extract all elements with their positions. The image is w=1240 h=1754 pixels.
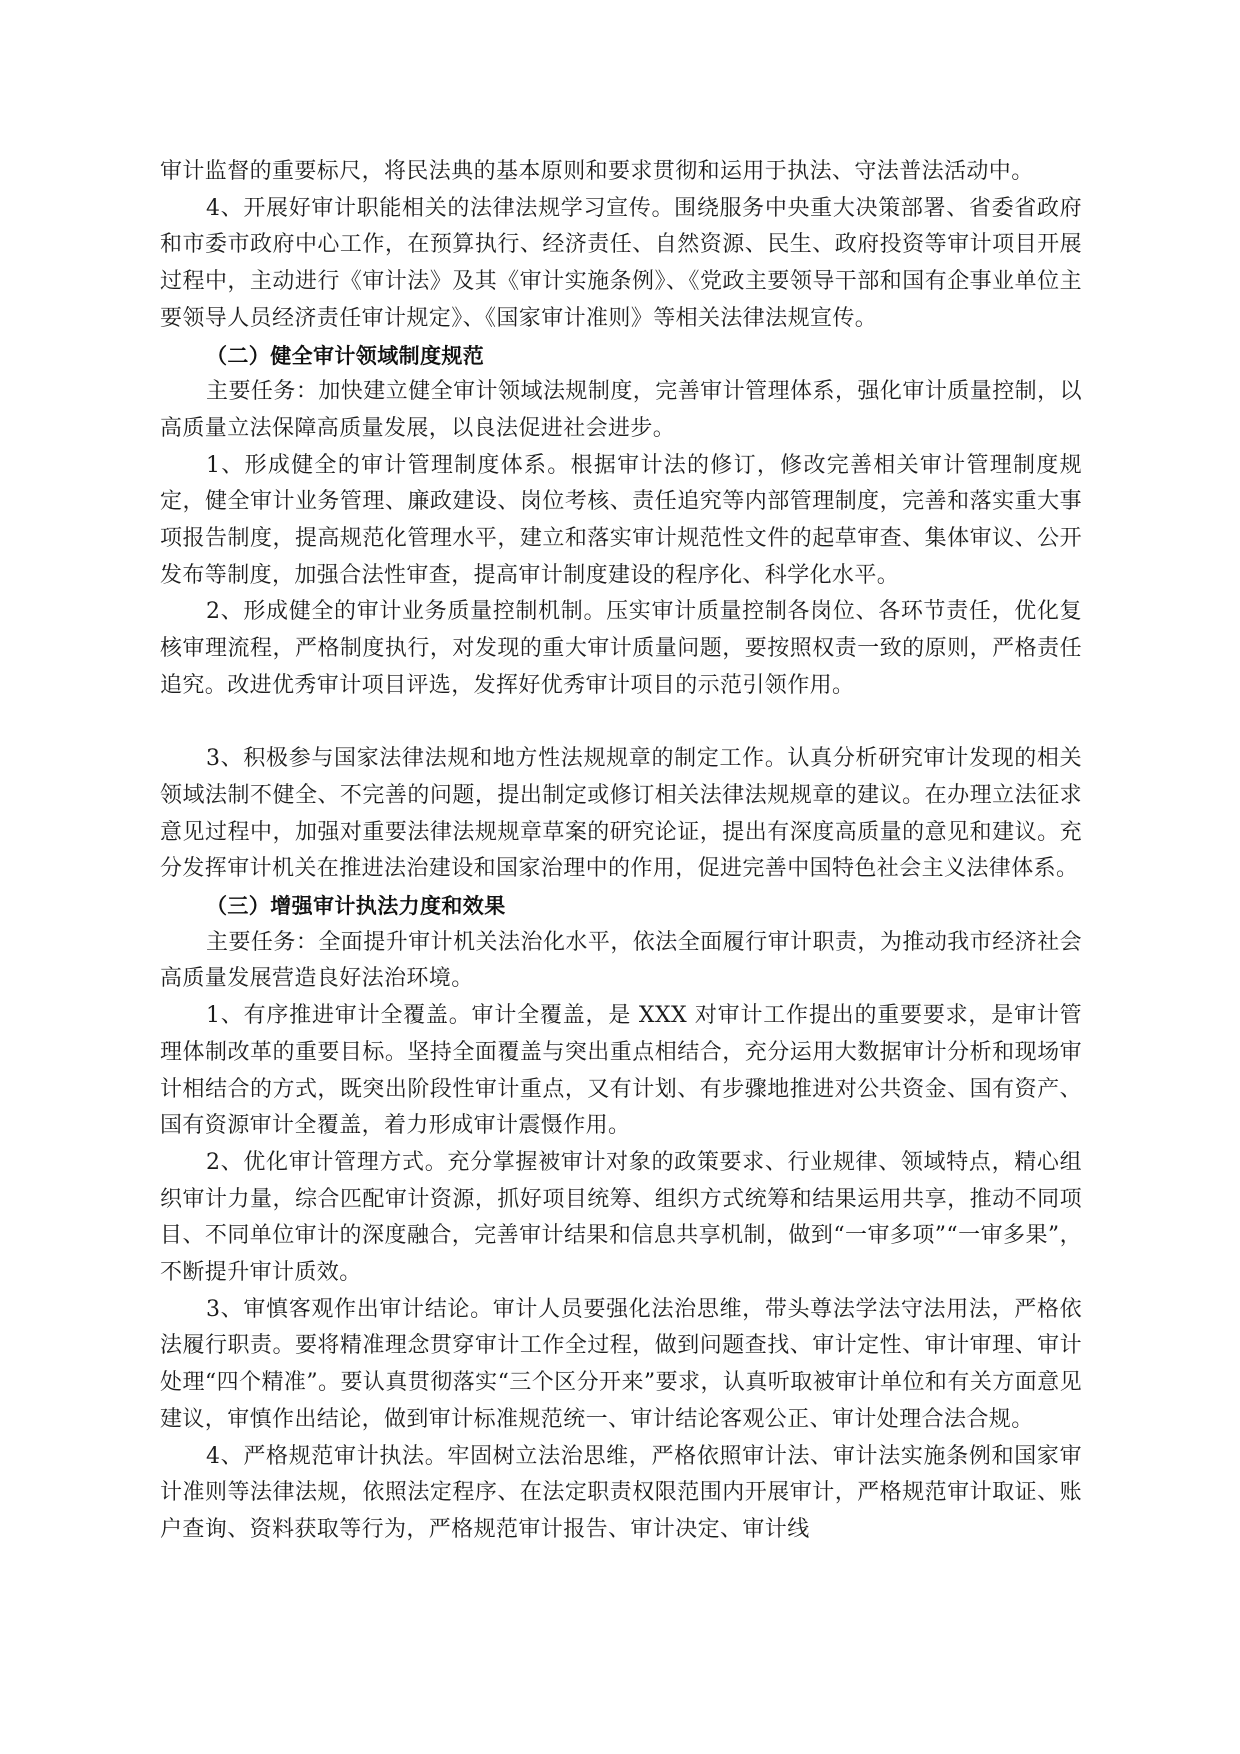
intro-paragraph: 审计监督的重要标尺，将民法典的基本原则和要求贯彻和运用于执法、守法普法活动中。: [160, 159, 1034, 184]
section-3-heading: （三）增强审计执法力度和效果: [206, 894, 506, 919]
section-2-heading: （二）健全审计领域制度规范: [206, 343, 485, 368]
section-3-task: 主要任务：全面提升审计机关法治化水平，依法全面履行审计职责，为推动我市经济社会高质量发展营造良好法治环境。: [160, 929, 1082, 992]
paragraph-gap: [160, 705, 1082, 742]
section-3-item-1: 1、有序推进审计全覆盖。审计全覆盖，是 XXX 对审计工作提出的重要要求，是审计管理体制改革的重要目标。坚持全面覆盖与突出重点相结合，充分运用大数据审计分析和现场审计相结合的方式，既突出阶段性审计重点，又有计划、有步骤地推进对公共资金、国有资产、国有资源审计全覆盖，着力形成审计震慑作用。: [160, 1003, 1082, 1139]
section-2-item-3: 3、积极参与国家法律法规和地方性法规规章的制定工作。认真分析研究审计发现的相关领域法制不健全、不完善的问题，提出制定或修订相关法律法规规章的建议。在办理立法征求意见过程中，加强对重要法律法规规章草案的研究论证，提出有深度高质量的意见和建议。充分发挥审计机关在推进法治建设和国家治理中的作用，促进完善中国特色社会主义法律体系。: [160, 746, 1082, 882]
section-3-item-4: 4、严格规范审计执法。牢固树立法治思维，严格依照审计法、审计法实施条例和国家审计准则等法律法规，依照法定程序、在法定职责权限范围内开展审计，严格规范审计取证、账户查询、资料获取等行为，严格规范审计报告、审计决定、审计线: [160, 1443, 1082, 1542]
document-page: [160, 154, 1082, 1549]
section-2-task: 主要任务：加快建立健全审计领域法规制度，完善审计管理体系，强化审计质量控制，以高质量立法保障高质量发展，以良法促进社会进步。: [160, 379, 1082, 441]
section-2-item-1: 1、形成健全的审计管理制度体系。根据审计法的修订，修改完善相关审计管理制度规定，健全审计业务管理、廉政建设、岗位考核、责任追究等内部管理制度，完善和落实重大事项报告制度，提高规范化管理水平，建立和落实审计规范性文件的起草审查、集体审议、公开发布等制度，加强合法性审查，提高审计制度建设的程序化、科学化水平。: [160, 452, 1082, 588]
section-3-item-3: 3、审慎客观作出审计结论。审计人员要强化法治思维，带头尊法学法守法用法，严格依法履行职责。要将精准理念贯穿审计工作全过程，做到问题查找、审计定性、审计审理、审计处理“四个精准”。要认真贯彻落实“三个区分开来”要求，认真听取被审计单位和有关方面意见建议，审慎作出结论，做到审计标准规范统一、审计结论客观公正、审计处理合法合规。: [160, 1296, 1082, 1432]
law-study-paragraph: 4、开展好审计职能相关的法律法规学习宣传。围绕服务中央重大决策部署、省委省政府和市委市政府中心工作，在预算执行、经济责任、自然资源、民生、政府投资等审计项目开展过程中，主动进行《审计法》及其《审计实施条例》、《党政主要领导干部和国有企事业单位主要领导人员经济责任审计规定》、《国家审计准则》等相关法律法规宣传。: [160, 195, 1082, 331]
section-3-item-2: 2、优化审计管理方式。充分掌握被审计对象的政策要求、行业规律、领域特点，精心组织审计力量，综合匹配审计资源，抓好项目统筹、组织方式统筹和结果运用共享，推动不同项目、不同单位审计的深度融合，完善审计结果和信息共享机制，做到“一审多项”“一审多果”，不断提升审计质效。: [160, 1149, 1082, 1286]
section-2-item-2: 2、形成健全的审计业务质量控制机制。压实审计质量控制各岗位、各环节责任，优化复核审理流程，严格制度执行，对发现的重大审计质量问题，要按照权责一致的原则，严格责任追究。改进优秀审计项目评选，发挥好优秀审计项目的示范引领作用。: [160, 599, 1082, 698]
